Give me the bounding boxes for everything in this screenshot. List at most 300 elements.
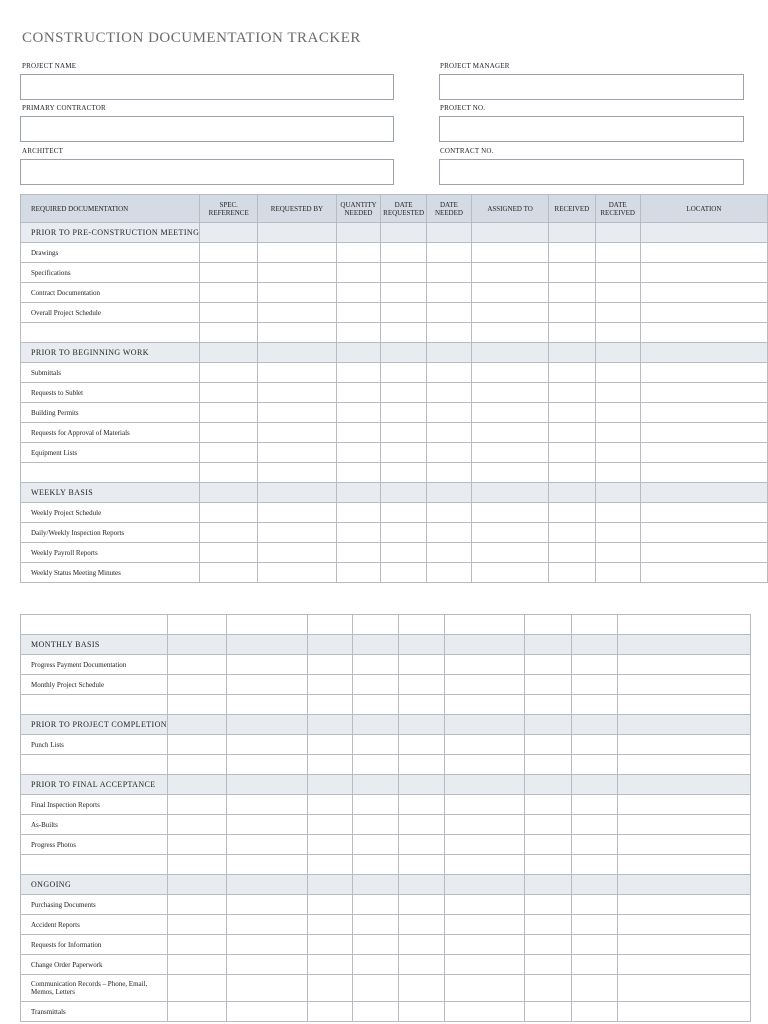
table-cell[interactable] [571, 795, 617, 815]
table-cell[interactable] [336, 443, 381, 463]
table-cell[interactable] [444, 755, 524, 775]
table-cell[interactable] [549, 223, 595, 243]
table-cell[interactable] [167, 955, 226, 975]
table-cell[interactable] [200, 363, 258, 383]
table-cell[interactable] [398, 795, 444, 815]
table-cell[interactable] [336, 523, 381, 543]
table-cell[interactable] [258, 423, 337, 443]
table-cell[interactable] [167, 655, 226, 675]
table-cell[interactable] [167, 795, 226, 815]
table-cell[interactable] [617, 675, 750, 695]
table-cell[interactable] [571, 735, 617, 755]
table-cell[interactable] [595, 403, 640, 423]
table-cell[interactable] [307, 795, 352, 815]
table-cell[interactable] [226, 1002, 307, 1022]
table-cell[interactable] [640, 303, 767, 323]
table-cell[interactable] [640, 403, 767, 423]
table-cell[interactable] [200, 283, 258, 303]
table-cell[interactable] [398, 875, 444, 895]
table-cell[interactable] [471, 303, 548, 323]
table-cell[interactable] [524, 835, 571, 855]
table-cell[interactable] [258, 343, 337, 363]
table-cell[interactable] [426, 363, 471, 383]
table-cell[interactable] [571, 755, 617, 775]
table-cell[interactable] [524, 895, 571, 915]
table-cell[interactable] [336, 543, 381, 563]
table-cell[interactable] [167, 775, 226, 795]
table-cell[interactable] [336, 503, 381, 523]
table-cell[interactable] [524, 955, 571, 975]
table-cell[interactable] [226, 615, 307, 635]
table-cell[interactable] [352, 635, 398, 655]
table-cell[interactable] [426, 263, 471, 283]
table-cell[interactable] [398, 735, 444, 755]
table-cell[interactable] [617, 835, 750, 855]
table-cell[interactable] [444, 1002, 524, 1022]
table-cell[interactable] [617, 615, 750, 635]
table-cell[interactable] [617, 815, 750, 835]
table-cell[interactable] [426, 383, 471, 403]
table-cell[interactable] [640, 243, 767, 263]
table-cell[interactable] [571, 635, 617, 655]
table-cell[interactable] [398, 975, 444, 1002]
table-cell[interactable] [549, 563, 595, 583]
table-cell[interactable] [524, 715, 571, 735]
table-cell[interactable] [595, 223, 640, 243]
table-cell[interactable] [549, 263, 595, 283]
table-cell[interactable] [571, 875, 617, 895]
table-cell[interactable] [426, 543, 471, 563]
table-cell[interactable] [426, 343, 471, 363]
table-cell[interactable] [336, 363, 381, 383]
table-cell[interactable] [352, 755, 398, 775]
table-cell[interactable] [398, 695, 444, 715]
table-cell[interactable] [398, 715, 444, 735]
table-cell[interactable] [595, 523, 640, 543]
table-cell[interactable] [352, 735, 398, 755]
table-cell[interactable] [471, 363, 548, 383]
table-cell[interactable] [381, 483, 427, 503]
table-cell[interactable] [398, 1002, 444, 1022]
table-cell[interactable] [595, 243, 640, 263]
project-name-input[interactable] [20, 74, 394, 100]
table-cell[interactable] [307, 655, 352, 675]
table-cell[interactable] [226, 795, 307, 815]
table-cell[interactable] [617, 895, 750, 915]
table-cell[interactable] [352, 895, 398, 915]
table-cell[interactable] [617, 735, 750, 755]
table-cell[interactable] [595, 323, 640, 343]
table-cell[interactable] [352, 675, 398, 695]
table-cell[interactable] [307, 635, 352, 655]
table-cell[interactable] [167, 875, 226, 895]
table-cell[interactable] [352, 915, 398, 935]
table-cell[interactable] [226, 715, 307, 735]
table-cell[interactable] [426, 283, 471, 303]
table-cell[interactable] [444, 655, 524, 675]
table-cell[interactable] [200, 343, 258, 363]
table-cell[interactable] [617, 715, 750, 735]
table-cell[interactable] [307, 835, 352, 855]
table-cell[interactable] [444, 855, 524, 875]
table-cell[interactable] [571, 715, 617, 735]
table-cell[interactable] [200, 463, 258, 483]
table-cell[interactable] [595, 503, 640, 523]
table-cell[interactable] [167, 615, 226, 635]
table-cell[interactable] [258, 383, 337, 403]
table-cell[interactable] [258, 503, 337, 523]
table-cell[interactable] [336, 383, 381, 403]
table-cell[interactable] [200, 503, 258, 523]
table-cell[interactable] [444, 915, 524, 935]
table-cell[interactable] [258, 463, 337, 483]
table-cell[interactable] [336, 343, 381, 363]
table-cell[interactable] [571, 775, 617, 795]
table-cell[interactable] [352, 655, 398, 675]
table-cell[interactable] [426, 423, 471, 443]
table-cell[interactable] [617, 875, 750, 895]
table-cell[interactable] [381, 503, 427, 523]
table-cell[interactable] [398, 635, 444, 655]
table-cell[interactable] [200, 523, 258, 543]
table-cell[interactable] [398, 855, 444, 875]
table-cell[interactable] [426, 483, 471, 503]
table-cell[interactable] [444, 935, 524, 955]
table-cell[interactable] [524, 675, 571, 695]
table-cell[interactable] [200, 243, 258, 263]
table-cell[interactable] [471, 243, 548, 263]
table-cell[interactable] [524, 795, 571, 815]
table-cell[interactable] [617, 795, 750, 815]
table-cell[interactable] [307, 935, 352, 955]
table-cell[interactable] [444, 635, 524, 655]
table-cell[interactable] [226, 815, 307, 835]
table-cell[interactable] [307, 775, 352, 795]
table-cell[interactable] [352, 695, 398, 715]
table-cell[interactable] [226, 635, 307, 655]
table-cell[interactable] [200, 383, 258, 403]
table-cell[interactable] [258, 443, 337, 463]
table-cell[interactable] [167, 1002, 226, 1022]
table-cell[interactable] [524, 875, 571, 895]
table-cell[interactable] [426, 403, 471, 423]
table-cell[interactable] [471, 523, 548, 543]
table-cell[interactable] [617, 755, 750, 775]
table-cell[interactable] [352, 935, 398, 955]
table-cell[interactable] [352, 975, 398, 1002]
project-no-input[interactable] [439, 116, 744, 142]
table-cell[interactable] [226, 975, 307, 1002]
architect-input[interactable] [20, 159, 394, 185]
table-cell[interactable] [336, 423, 381, 443]
table-cell[interactable] [617, 975, 750, 1002]
table-cell[interactable] [471, 503, 548, 523]
table-cell[interactable] [258, 483, 337, 503]
table-cell[interactable] [444, 615, 524, 635]
table-cell[interactable] [258, 403, 337, 423]
table-cell[interactable] [617, 635, 750, 655]
table-cell[interactable] [398, 615, 444, 635]
table-cell[interactable] [471, 323, 548, 343]
table-cell[interactable] [471, 563, 548, 583]
table-cell[interactable] [549, 283, 595, 303]
table-cell[interactable] [307, 735, 352, 755]
table-cell[interactable] [444, 675, 524, 695]
table-cell[interactable] [258, 303, 337, 323]
table-cell[interactable] [524, 655, 571, 675]
table-cell[interactable] [167, 915, 226, 935]
table-cell[interactable] [524, 755, 571, 775]
table-cell[interactable] [640, 543, 767, 563]
table-cell[interactable] [381, 263, 427, 283]
table-cell[interactable] [226, 655, 307, 675]
table-cell[interactable] [307, 855, 352, 875]
table-cell[interactable] [381, 523, 427, 543]
table-cell[interactable] [398, 835, 444, 855]
table-cell[interactable] [549, 303, 595, 323]
table-cell[interactable] [571, 955, 617, 975]
table-cell[interactable] [595, 463, 640, 483]
table-cell[interactable] [640, 283, 767, 303]
table-cell[interactable] [381, 403, 427, 423]
table-cell[interactable] [352, 855, 398, 875]
table-cell[interactable] [595, 363, 640, 383]
table-cell[interactable] [398, 915, 444, 935]
table-cell[interactable] [307, 955, 352, 975]
table-cell[interactable] [549, 403, 595, 423]
table-cell[interactable] [471, 423, 548, 443]
table-cell[interactable] [381, 343, 427, 363]
table-cell[interactable] [167, 695, 226, 715]
table-cell[interactable] [640, 263, 767, 283]
table-cell[interactable] [640, 323, 767, 343]
table-cell[interactable] [640, 563, 767, 583]
table-cell[interactable] [549, 443, 595, 463]
table-cell[interactable] [571, 695, 617, 715]
table-cell[interactable] [571, 895, 617, 915]
table-cell[interactable] [381, 363, 427, 383]
table-cell[interactable] [398, 815, 444, 835]
table-cell[interactable] [617, 955, 750, 975]
table-cell[interactable] [426, 563, 471, 583]
table-cell[interactable] [471, 263, 548, 283]
table-cell[interactable] [258, 523, 337, 543]
table-cell[interactable] [352, 815, 398, 835]
table-cell[interactable] [307, 615, 352, 635]
contract-no-input[interactable] [439, 159, 744, 185]
table-cell[interactable] [571, 1002, 617, 1022]
table-cell[interactable] [444, 975, 524, 1002]
table-cell[interactable] [381, 443, 427, 463]
table-cell[interactable] [200, 323, 258, 343]
table-cell[interactable] [226, 935, 307, 955]
table-cell[interactable] [524, 695, 571, 715]
table-cell[interactable] [167, 835, 226, 855]
table-cell[interactable] [471, 383, 548, 403]
table-cell[interactable] [336, 243, 381, 263]
primary-contractor-input[interactable] [20, 116, 394, 142]
table-cell[interactable] [595, 423, 640, 443]
table-cell[interactable] [336, 263, 381, 283]
table-cell[interactable] [258, 543, 337, 563]
table-cell[interactable] [167, 935, 226, 955]
table-cell[interactable] [426, 223, 471, 243]
table-cell[interactable] [336, 403, 381, 423]
project-manager-input[interactable] [439, 74, 744, 100]
table-cell[interactable] [381, 543, 427, 563]
table-cell[interactable] [200, 403, 258, 423]
table-cell[interactable] [381, 223, 427, 243]
table-cell[interactable] [167, 855, 226, 875]
table-cell[interactable] [549, 323, 595, 343]
table-cell[interactable] [352, 875, 398, 895]
table-cell[interactable] [444, 875, 524, 895]
table-cell[interactable] [307, 975, 352, 1002]
table-cell[interactable] [471, 343, 548, 363]
table-cell[interactable] [549, 383, 595, 403]
table-cell[interactable] [381, 383, 427, 403]
table-cell[interactable] [258, 283, 337, 303]
table-cell[interactable] [549, 243, 595, 263]
table-cell[interactable] [444, 895, 524, 915]
table-cell[interactable] [571, 915, 617, 935]
table-cell[interactable] [640, 223, 767, 243]
table-cell[interactable] [640, 483, 767, 503]
table-cell[interactable] [167, 735, 226, 755]
table-cell[interactable] [352, 1002, 398, 1022]
table-cell[interactable] [307, 755, 352, 775]
table-cell[interactable] [524, 935, 571, 955]
table-cell[interactable] [352, 615, 398, 635]
table-cell[interactable] [226, 915, 307, 935]
table-cell[interactable] [258, 243, 337, 263]
table-cell[interactable] [167, 815, 226, 835]
table-cell[interactable] [398, 655, 444, 675]
table-cell[interactable] [549, 363, 595, 383]
table-cell[interactable] [595, 303, 640, 323]
table-cell[interactable] [571, 815, 617, 835]
table-cell[interactable] [471, 463, 548, 483]
table-cell[interactable] [444, 695, 524, 715]
table-cell[interactable] [258, 323, 337, 343]
table-cell[interactable] [524, 735, 571, 755]
table-cell[interactable] [524, 615, 571, 635]
table-cell[interactable] [617, 695, 750, 715]
table-cell[interactable] [226, 675, 307, 695]
table-cell[interactable] [398, 935, 444, 955]
table-cell[interactable] [336, 323, 381, 343]
table-cell[interactable] [307, 895, 352, 915]
table-cell[interactable] [471, 483, 548, 503]
table-cell[interactable] [524, 815, 571, 835]
table-cell[interactable] [471, 283, 548, 303]
table-cell[interactable] [640, 463, 767, 483]
table-cell[interactable] [617, 915, 750, 935]
table-cell[interactable] [595, 563, 640, 583]
table-cell[interactable] [258, 563, 337, 583]
table-cell[interactable] [336, 223, 381, 243]
table-cell[interactable] [549, 483, 595, 503]
table-cell[interactable] [381, 563, 427, 583]
table-cell[interactable] [549, 523, 595, 543]
table-cell[interactable] [640, 443, 767, 463]
table-cell[interactable] [258, 223, 337, 243]
table-cell[interactable] [426, 323, 471, 343]
table-cell[interactable] [200, 303, 258, 323]
table-cell[interactable] [226, 835, 307, 855]
table-cell[interactable] [444, 775, 524, 795]
table-cell[interactable] [471, 543, 548, 563]
table-cell[interactable] [200, 543, 258, 563]
table-cell[interactable] [640, 423, 767, 443]
table-cell[interactable] [167, 895, 226, 915]
table-cell[interactable] [167, 675, 226, 695]
table-cell[interactable] [200, 223, 258, 243]
table-cell[interactable] [352, 715, 398, 735]
table-cell[interactable] [352, 835, 398, 855]
table-cell[interactable] [258, 363, 337, 383]
table-cell[interactable] [426, 303, 471, 323]
table-cell[interactable] [444, 835, 524, 855]
table-cell[interactable] [307, 875, 352, 895]
table-cell[interactable] [167, 715, 226, 735]
table-cell[interactable] [524, 915, 571, 935]
table-cell[interactable] [398, 775, 444, 795]
table-cell[interactable] [200, 443, 258, 463]
table-cell[interactable] [595, 383, 640, 403]
table-cell[interactable] [524, 975, 571, 1002]
table-cell[interactable] [640, 383, 767, 403]
table-cell[interactable] [549, 423, 595, 443]
table-cell[interactable] [167, 635, 226, 655]
table-cell[interactable] [444, 795, 524, 815]
table-cell[interactable] [524, 635, 571, 655]
table-cell[interactable] [595, 283, 640, 303]
table-cell[interactable] [595, 443, 640, 463]
table-cell[interactable] [381, 303, 427, 323]
table-cell[interactable] [444, 815, 524, 835]
table-cell[interactable] [307, 1002, 352, 1022]
table-cell[interactable] [226, 755, 307, 775]
table-cell[interactable] [617, 655, 750, 675]
table-cell[interactable] [571, 655, 617, 675]
table-cell[interactable] [571, 835, 617, 855]
table-cell[interactable] [444, 955, 524, 975]
table-cell[interactable] [167, 755, 226, 775]
table-cell[interactable] [617, 1002, 750, 1022]
table-cell[interactable] [226, 955, 307, 975]
table-cell[interactable] [398, 895, 444, 915]
table-cell[interactable] [307, 695, 352, 715]
table-cell[interactable] [426, 463, 471, 483]
table-cell[interactable] [571, 935, 617, 955]
table-cell[interactable] [336, 563, 381, 583]
table-cell[interactable] [200, 483, 258, 503]
table-cell[interactable] [595, 343, 640, 363]
table-cell[interactable] [595, 263, 640, 283]
table-cell[interactable] [549, 543, 595, 563]
table-cell[interactable] [336, 483, 381, 503]
table-cell[interactable] [381, 243, 427, 263]
table-cell[interactable] [471, 403, 548, 423]
table-cell[interactable] [426, 443, 471, 463]
table-cell[interactable] [426, 243, 471, 263]
table-cell[interactable] [352, 775, 398, 795]
table-cell[interactable] [307, 675, 352, 695]
table-cell[interactable] [617, 935, 750, 955]
table-cell[interactable] [381, 423, 427, 443]
table-cell[interactable] [167, 975, 226, 1002]
